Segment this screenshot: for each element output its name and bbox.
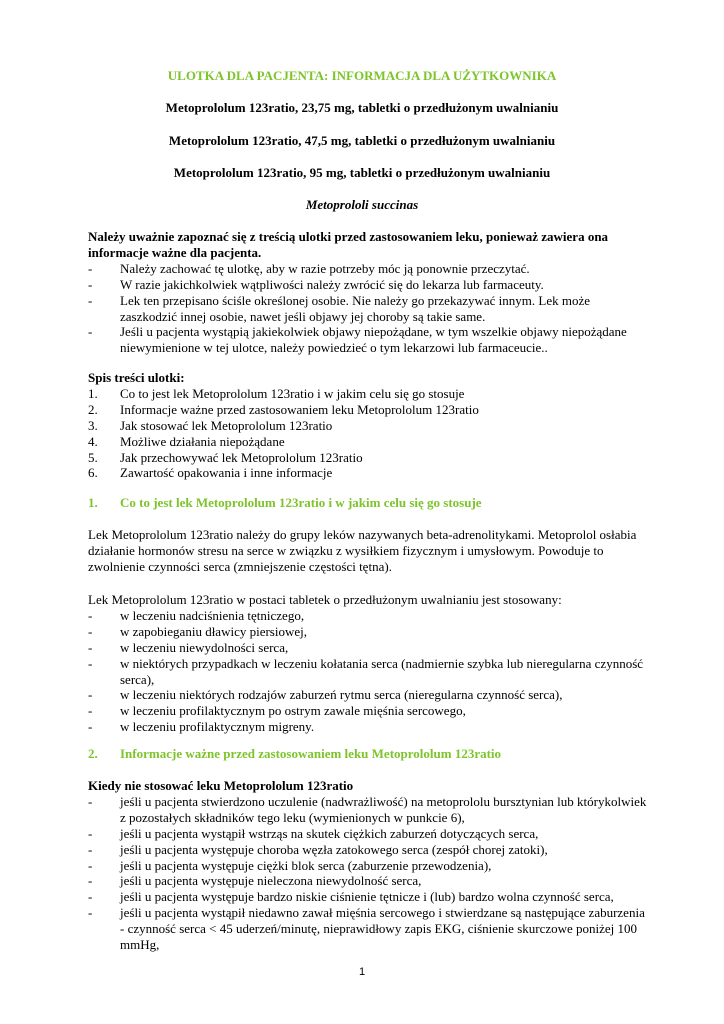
use-bullet: - w leczeniu nadciśnienia tętniczego, (88, 607, 305, 623)
use-bullet: - w zapobieganiu dławicy piersiowej, (88, 623, 307, 639)
contraindication-bullet: - jeśli u pacjenta występuje bardzo niskie ciśnienie tętnicze i (lub) bardzo wolna czynność serca, (88, 889, 614, 905)
use-bullet: - w niektórych przypadkach w leczeniu kołatania serca (nadmiernie szybka lub nieregularna czynność serca), (88, 655, 644, 687)
use-bullet: - w leczeniu profilaktycznym migreny. (88, 719, 315, 735)
toc-item: 6. Zawartość opakowania i inne informacje (88, 465, 333, 481)
contraindication-bullet: - jeśli u pacjenta występuje nieleczona niewydolność serca, (88, 873, 422, 889)
toc-item: 4. Możliwe działania niepożądane (88, 433, 285, 449)
section-2-contraindications (88, 778, 648, 953)
intro-bullet: - Jeśli u pacjenta wystąpią jakiekolwiek objawy niepożądane, w tym wszelkie objawy niepożądane niewymienione w tej ulotce, należy powiedzieć o tym lekarzowi lub farmaceucie.. (88, 324, 627, 356)
toc-item: 1. Co to jest lek Metoprololum 123ratio i w jakim celu się go stosuje (88, 385, 465, 401)
page-number: 1 (358, 966, 366, 978)
contraindication-bullet: - jeśli u pacjenta występuje ciężki blok serca (zaburzenie przewodzenia), (88, 857, 492, 873)
use-bullet: - w leczeniu profilaktycznym po ostrym zawale mięśnia sercowego, (88, 703, 466, 719)
product-name-95mg: Metoprololum 123ratio, 95 mg, tabletki o przedłużonym uwalnianiu (173, 165, 551, 180)
intro-bullet: - Należy zachować tę ulotkę, aby w razie potrzeby móc ją ponownie przeczytać. (88, 260, 530, 276)
toc-block (88, 370, 648, 481)
toc-item: 3. Jak stosować lek Metoprololum 123ratio (88, 417, 333, 433)
toc-heading: Spis treści ulotki: (88, 370, 185, 385)
intro-bullet: - W razie jakichkolwiek wątpliwości należy zwrócić się do lekarza lub farmaceuty. (88, 276, 544, 292)
use-bullet: - w leczeniu niektórych rodzajów zaburzeń rytmu serca (nieregularna czynność serca), (88, 687, 563, 703)
product-name-23-75mg: Metoprololum 123ratio, 23,75 mg, tabletki o przedłużonym uwalnianiu (165, 100, 559, 115)
toc-item: 5. Jak przechowywać lek Metoprololum 123ratio (88, 449, 363, 465)
section-1-uses (88, 592, 648, 735)
section-1-lead: Lek Metoprololum 123ratio w postaci tabletek o przedłużonym uwalnianiu jest stosowany: (88, 592, 562, 607)
contraindication-bullet: - jeśli u pacjenta wystąpił niedawno zawał mięśnia sercowego i stwierdzane są następujące zaburzenia - czynność serca < 45 uderzeń/minutę, nieprawidłowy zapis EKG, ciśnienie skurczowe poniżej 100 mmHg, (88, 905, 645, 953)
active-substance: Metoprololi succinas (305, 197, 419, 212)
intro-warning: Należy uważnie zapoznać się z treścią ulotki przed zastosowaniem leku, ponieważ zawiera ona informacje ważne dla pacjenta. (88, 229, 609, 260)
product-name-47-5mg: Metoprololum 123ratio, 47,5 mg, tabletki o przedłużonym uwalnianiu (168, 133, 556, 148)
contraindication-bullet: - jeśli u pacjenta stwierdzono uczulenie (nadwrażliwość) na metoprololu bursztynian lub którykolwiek z pozostałych składników tego leku (wymienionych w punkcie 6), (88, 793, 647, 825)
leaflet-page: ULOTKA DLA PACJENTA: INFORMACJA DLA UŻYTKOWNIKA Metoprololum 123ratio, 23,75 mg, tabletki o przedłużonym uwalnianiu Metoprololum 123ratio, 47,5 mg, tabletki o przedłużonym uwalnianiu Metoprololum 123ratio, 95 mg, tabletki o przedłużonym uwalnianiu Metoprololi succinas Należy uważnie zapoznać się z treścią ulotki przed zastosowaniem leku, ponieważ zawiera ona informacje ważne dla pacjenta. - Należy zachować tę ulotkę, aby w razie potrzeby móc ją ponownie przeczytać. - W razie jakichkolwiek wątpliwości należy zwrócić się do lekarza lub farmaceuty. - Lek ten przepisano ściśle określonej osobie. Nie należy go przekazywać innym. Lek może zaszkodzić innej osobie, nawet jeśli objawy jej choroby są takie same. - Jeśli u pacjenta wystąpią jakiekolwiek objawy niepożądane, w tym wszelkie objawy niepożądane niewymienione w tej ulotce, należy powiedzieć o tym lekarzowi lub farmaceucie.. Spis treści ulotki: 1. Co to jest lek Metoprololum 123ratio i w jakim celu się go stosuje 2. Informacje ważne przed zastosowaniem leku Metoprololum 123ratio 3. Jak stosować lek Metoprololum 123ratio 4. Możliwe działania niepożądane 5. Jak przechowywać lek Metoprololum 123ratio 6. Zawartość opakowania i inne informacje 1. Co to jest lek Metoprololum 123ratio i w jakim celu się go stosuje Lek Metoprololum 123ratio należy do grupy leków nazywanych beta-adrenolitykami. Metoprolol osłabia działanie hormonów stresu na serce w związku z wysiłkiem fizycznym i umysłowym. Powoduje to zwolnienie czynności serca (zmniejszenie częstości tętna). Lek Metoprololum 123ratio w postaci tabletek o przedłużonym uwalnianiu jest stosowany: - w leczeniu nadciśnienia tętniczego, - w zapobieganiu dławicy piersiowej, - w leczeniu niewydolności serca, - w niektórych przypadkach w leczeniu kołatania serca (nadmiernie szybka lub nieregularna czynność serca), - w leczeniu niektórych rodzajów zaburzeń rytmu serca (nieregularna czynność serca), - w leczeniu profilaktycznym po ostrym zawale mięśnia sercowego, - w leczeniu profilaktycznym migreny. 2. Informacje ważne przed zastosowaniem leku Metoprololum 123ratio Kiedy nie stosować leku Metoprololum 123ratio - jeśli u pacjenta stwierdzono uczulenie (nadwrażliwość) na metoprololu bursztynian lub którykolwiek z pozostałych składników tego leku (wymienionych w punkcie 6), - jeśli u pacjenta wystąpił wstrząs na skutek ciężkich zaburzeń dotyczących serca, - jeśli u pacjenta występuje choroba węzła zatokowego serca (zespół chorej zatoki), - jeśli u pacjenta występuje ciężki blok serca (zaburzenie przewodzenia), - jeśli u pacjenta występuje nieleczona niewydolność serca, - jeśli u pacjenta występuje bardzo niskie ciśnienie tętnicze i (lub) bardzo wolna czynność serca, - jeśli u pacjenta wystąpił niedawno zawał mięśnia sercowego i stwierdzane są następujące zaburzenia - czynność serca < 45 uderzeń/minutę, nieprawidłowy zapis EKG, ciśnienie skurczowe poniżej 100 mmHg, 1 (0, 0, 724, 1024)
intro-bullet: - Lek ten przepisano ściśle określonej osobie. Nie należy go przekazywać innym. Lek może zaszkodzić innej osobie, nawet jeśli objawy jej choroby są takie same. (88, 292, 590, 324)
contraindication-bullet: - jeśli u pacjenta wystąpił wstrząs na skutek ciężkich zaburzeń dotyczących serca, (88, 825, 539, 841)
leaflet-title: ULOTKA DLA PACJENTA: INFORMACJA DLA UŻYTKOWNIKA (167, 68, 557, 83)
section-1-paragraph: Lek Metoprololum 123ratio należy do grupy leków nazywanych beta-adrenolitykami. Metoprolol osłabia działanie hormonów stresu na serce w związku z wysiłkiem fizycznym i umysłowym. Powoduje to zwolnienie czynności serca (zmniejszenie częstości tętna). (88, 527, 637, 574)
contraindication-bullet: - jeśli u pacjenta występuje choroba węzła zatokowego serca (zespół chorej zatoki), (88, 841, 548, 857)
contraindications-heading: Kiedy nie stosować leku Metoprololum 123ratio (88, 778, 354, 793)
toc-item: 2. Informacje ważne przed zastosowaniem leku Metoprololum 123ratio (88, 401, 479, 417)
use-bullet: - w leczeniu niewydolności serca, (88, 639, 289, 655)
intro-block (88, 229, 648, 356)
